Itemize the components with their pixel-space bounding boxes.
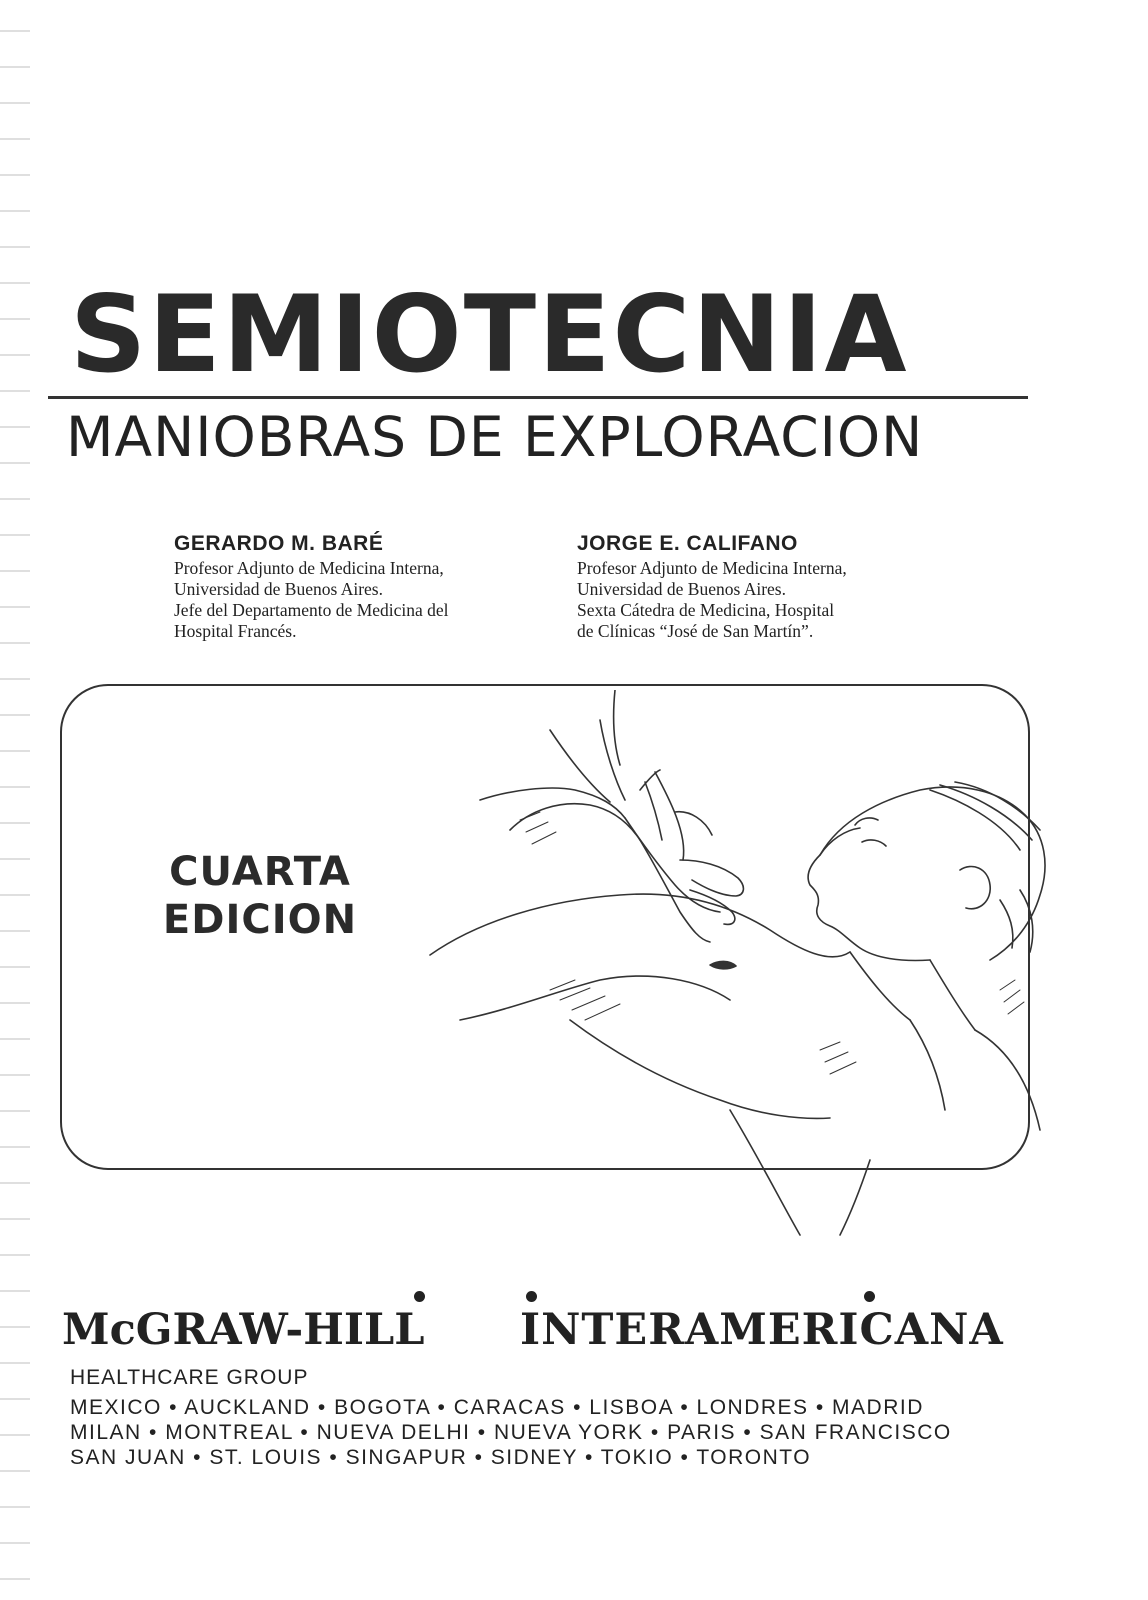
logo-dot-icon: [864, 1291, 875, 1302]
cities-line: SAN JUAN • ST. LOUIS • SINGAPUR • SIDNEY • TOKIO • TORONTO: [70, 1446, 812, 1469]
author-affiliation-line: Sexta Cátedra de Medicina, Hospital: [577, 600, 835, 620]
author-block-califano: [577, 532, 937, 642]
cities-line: MEXICO • AUCKLAND • BOGOTA • CARACAS • LISBOA • LONDRES • MADRID: [70, 1396, 924, 1419]
publisher-name: McGRAW-HILL: [62, 1305, 425, 1355]
author-affiliation-line: Profesor Adjunto de Medicina Interna,: [174, 558, 444, 578]
scan-edge-marks: [0, 0, 30, 1600]
publisher-cities: [70, 1395, 1070, 1470]
edition-line: EDICION: [162, 897, 358, 943]
author-affiliation-line: Universidad de Buenos Aires.: [577, 579, 786, 599]
author-affiliation-line: Jefe del Departamento de Medicina del: [174, 600, 449, 620]
publisher-imprint: INTERAMERICANA: [520, 1305, 1004, 1355]
edition-line: CUARTA: [169, 849, 351, 895]
logo-dot-icon: [526, 1291, 537, 1302]
book-title: SEMIOTECNIA: [70, 273, 909, 396]
examination-sketch-image: [400, 690, 1080, 1250]
edition-label: [140, 848, 380, 944]
cities-line: MILAN • MONTREAL • NUEVA DELHI • NUEVA YORK • PARIS • SAN FRANCISCO: [70, 1421, 952, 1444]
book-subtitle: MANIOBRAS DE EXPLORACION: [66, 405, 924, 469]
author-affiliation-line: Hospital Francés.: [174, 621, 297, 641]
author-name: GERARDO M. BARÉ: [174, 532, 384, 555]
author-affiliation-line: Universidad de Buenos Aires.: [174, 579, 383, 599]
title-divider: [48, 396, 1028, 399]
author-affiliation-line: Profesor Adjunto de Medicina Interna,: [577, 558, 847, 578]
author-affiliation-line: de Clínicas “José de San Martín”.: [577, 621, 814, 641]
author-name: JORGE E. CALIFANO: [577, 532, 798, 555]
publisher-logo-row: [62, 1305, 1042, 1365]
author-block-bare: [174, 532, 534, 642]
logo-dot-icon: [414, 1291, 425, 1302]
publisher-group: HEALTHCARE GROUP: [70, 1366, 309, 1389]
